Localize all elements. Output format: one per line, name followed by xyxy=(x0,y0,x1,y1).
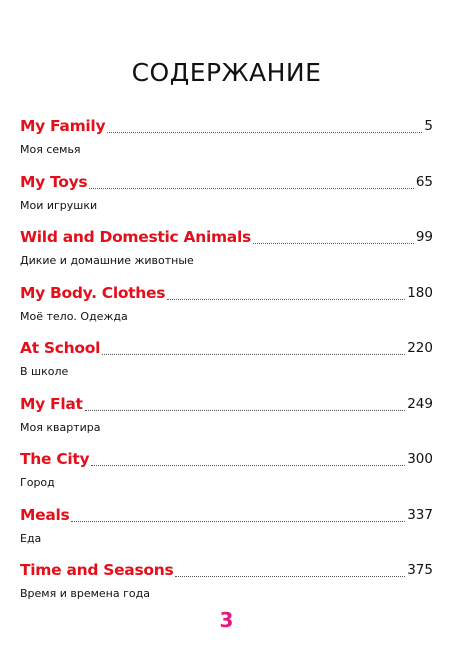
toc-line xyxy=(20,505,433,526)
page-title: СОДЕРЖАНИЕ xyxy=(131,58,322,87)
toc-entry-subtitle: Город xyxy=(20,476,55,489)
toc-entry-subtitle: Еда xyxy=(20,531,42,545)
toc-entry-title: My Toys xyxy=(20,172,88,191)
dot-leader xyxy=(167,298,405,300)
table-of-contents xyxy=(20,116,433,616)
toc-entry-page: 180 xyxy=(407,284,433,301)
page-number: 3 xyxy=(219,608,234,632)
toc-entry-subtitle: Время и времена года xyxy=(20,587,150,600)
toc-line xyxy=(20,449,433,470)
dot-leader xyxy=(175,575,405,577)
toc-entry-page: 249 xyxy=(407,395,433,412)
toc-entry-page: 5 xyxy=(424,118,433,134)
toc-entry-my-toys[interactable] xyxy=(20,172,433,228)
toc-line xyxy=(20,116,433,137)
toc-entry-page: 337 xyxy=(407,506,433,523)
toc-entry-wild-and-domestic-animals[interactable] xyxy=(20,227,433,283)
toc-line xyxy=(20,283,433,304)
toc-entry-my-flat[interactable] xyxy=(20,394,433,450)
toc-entry-meals[interactable] xyxy=(20,505,433,561)
toc-entry-subtitle: Моё тело. Одежда xyxy=(20,309,128,323)
toc-line xyxy=(20,394,433,415)
dot-leader xyxy=(89,187,413,189)
toc-line xyxy=(20,172,433,193)
toc-entry-page: 375 xyxy=(407,562,433,578)
toc-entry-title: My Flat xyxy=(20,394,83,413)
toc-entry-title: Time and Seasons xyxy=(20,561,174,579)
toc-entry-title: The City xyxy=(20,450,90,468)
toc-entry-page: 300 xyxy=(407,451,433,467)
dot-leader xyxy=(85,409,406,411)
toc-entry-title: At School xyxy=(20,339,101,357)
dot-leader xyxy=(102,353,405,355)
dot-leader xyxy=(253,242,414,244)
toc-line xyxy=(20,227,433,248)
toc-entry-title: My Family xyxy=(20,117,106,135)
toc-entry-the-city[interactable] xyxy=(20,449,433,505)
toc-line xyxy=(20,560,433,581)
toc-entry-at-school[interactable] xyxy=(20,338,433,394)
toc-entry-title: Meals xyxy=(20,505,70,524)
dot-leader xyxy=(71,520,405,522)
toc-entry-subtitle: Моя семья xyxy=(20,143,81,156)
toc-entry-subtitle: Мои игрушки xyxy=(20,198,98,212)
dot-leader xyxy=(91,464,405,466)
toc-entry-my-body-clothes[interactable] xyxy=(20,283,433,339)
toc-entry-title: My Body. Clothes xyxy=(20,283,166,302)
toc-entry-title: Wild and Domestic Animals xyxy=(20,228,251,246)
toc-entry-subtitle: Дикие и домашние животные xyxy=(20,254,194,267)
toc-line xyxy=(20,338,433,359)
toc-entry-page: 220 xyxy=(407,340,433,356)
toc-entry-page: 99 xyxy=(415,229,433,245)
toc-entry-subtitle: В школе xyxy=(20,365,69,378)
dot-leader xyxy=(107,131,422,133)
toc-entry-my-family[interactable] xyxy=(20,116,433,172)
toc-entry-page: 65 xyxy=(415,173,433,190)
toc-entry-subtitle: Моя квартира xyxy=(20,420,101,434)
